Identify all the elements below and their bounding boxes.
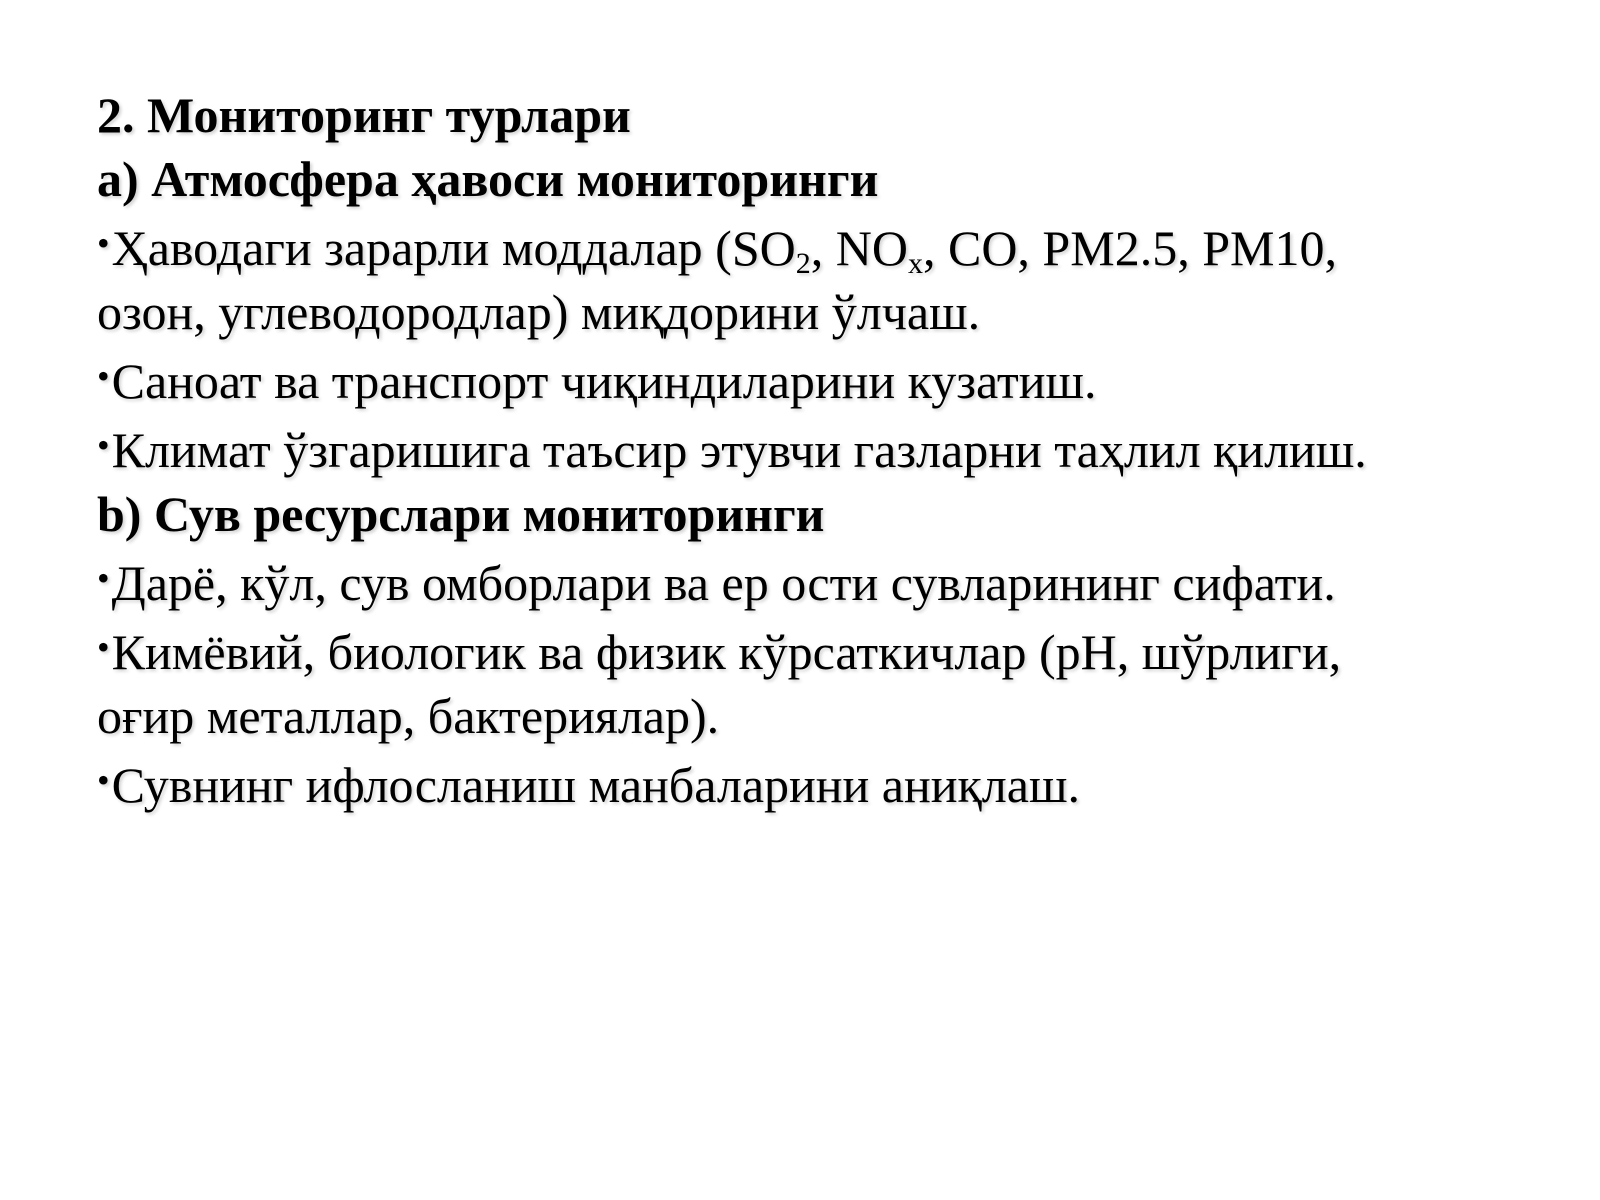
bullet-text: , CO, PM2.5, PM10, [922, 220, 1337, 276]
bullet-icon: • [97, 760, 110, 800]
bullet-icon: • [97, 558, 110, 598]
section-a-heading: a) Атмосфера ҳавоси мониторинги [97, 151, 879, 207]
bullet-text: Дарё, кўл, сув омборлари ва ер ости сувларининг сифати. [111, 555, 1336, 611]
bullet-text-continuation: озон, углеводородлар) миқдорини ўлчаш. [97, 284, 981, 340]
slide-content [97, 83, 1537, 817]
bullet-icon: • [97, 223, 110, 263]
bullet-text: Кимёвий, биологик ва физик кўрсаткичлар (pH, шўрлиги, [111, 624, 1342, 680]
bullet-icon: • [97, 356, 110, 396]
section-b-bullet-1 [97, 546, 1537, 615]
slide-title: 2. Мониторинг турлари [97, 87, 631, 143]
subscript: 2 [795, 247, 811, 280]
bullet-text: Саноат ва транспорт чиқиндиларини кузатиш. [111, 353, 1097, 409]
section-a-bullet-3 [97, 413, 1537, 482]
bullet-text-continuation: оғир металлар, бактериялар). [97, 688, 720, 744]
section-b-bullet-3 [97, 748, 1537, 817]
bullet-text: Климат ўзгаришига таъсир этувчи газларни таҳлил қилиш. [111, 422, 1367, 478]
section-b-heading: b) Сув ресурслари мониторинги [97, 486, 825, 542]
bullet-icon: • [97, 425, 110, 465]
section-a-bullet-1 [97, 211, 1537, 344]
section-b-bullet-2 [97, 615, 1537, 748]
bullet-text: Ҳаводаги зарарли моддалар (SO [111, 220, 796, 276]
bullet-text: , NO [810, 220, 908, 276]
bullet-text: Сувнинг ифлосланиш манбаларини аниқлаш. [111, 757, 1080, 813]
subscript: x [907, 247, 923, 280]
bullet-icon: • [97, 627, 110, 667]
section-a-bullet-2 [97, 344, 1537, 413]
